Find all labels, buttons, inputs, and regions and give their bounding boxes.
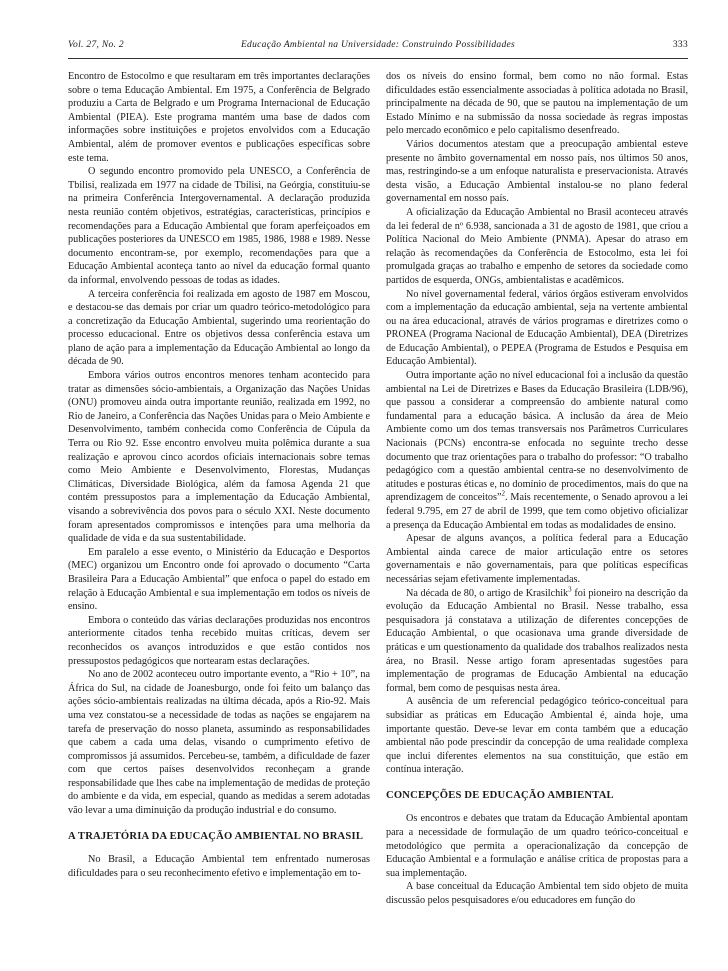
paragraph [386,369,688,532]
left-column [68,70,370,930]
footnote-marker: 2 [501,490,505,499]
running-title: Educação Ambiental na Universidade: Construindo Possibilidades [240,40,516,50]
page-number: 333 [672,40,688,50]
paragraph: Os encontros e debates que tratam da Educação Ambiental apontam para a necessidade de formulação de um quadro teórico-conceitual e metodológico que permita a operacionalização da concepção de Educação Ambiental e a formulação e análise crítica de propostas para a sua implementação. [386,813,688,879]
paragraph-text: Na década de 80, o artigo de Krasilchik [406,587,569,599]
paragraph: No Brasil, a Educação Ambiental tem enfrentado numerosas dificuldades para o seu reconhecimento efetivo e implementação em to- [68,854,370,879]
header-rule [68,58,688,59]
paragraph: O segundo encontro promovido pela UNESCO, a Conferência de Tbilisi, realizada em 1977 na cidade de Tbilisi, na Geórgia, constituiu-se na primeira Conferência Intergovernamental. A declaração produzida nesta reunião contém objetivos, estratégias, características, princípios e recomendações para a Educação Ambiental que foram aperfeiçoados em publicações posteriores da UNESCO em 1985, 1986, 1988 e 1989. Nesse documento encontram-se, por exemplo, recomendações para que a Educação Ambiental aconteça tanto ao nível da educação formal quanto da informal, envolvendo pessoas de todas as idades. [68,166,370,286]
paragraph-text: foi pioneiro na descrição da evolução da Educação Ambiental no Brasil. Nesse trabalho, essa pesquisadora já constatava a utilização de diferentes concepções de Educação Ambiental, o que ocasionava uma grande diversidade de práticas e um questionamento da qualidade dos trabalhos realizados nesta área, no Brasil. Nesse artigo foram apresentadas sugestões para implementação de programas de Educação Ambiental na educação formal, bem como de pesquisas nesta área. [386,587,688,694]
paragraph-text: Outra importante ação no nível educacional foi a inclusão da questão ambiental na Lei de Diretrizes e Bases da Educação Brasileira (LDB/96), que passou a considerar a compreensão do ambiente natural como fundamental para a educação básica. A inclusão da área de Meio Ambiente como um dos temas transversais nos Parâmetros Curriculares Nacionais (PCNs) encontra-se enfocada no seguinte trecho desse documento que traz orientações para o trabalho do professor: “O trabalho pedagógico com a questão ambiental centra-se no desenvolvimento de atitudes e posturas éticas e, no domínio de procedimentos, mais do que na aprendizagem de conceitos” [386,370,688,504]
paragraph: dos os níveis do ensino formal, bem como no não formal. Estas dificuldades estão essencialmente associadas à política adotada no Brasil, principalmente na década de 90, que se pautou na implementação de um Estado Mínimo e na submissão da nossa sociedade às regras impostas pelo mercado econômico e pelo capitalismo desenfreado. [386,71,688,137]
right-column [386,70,688,930]
paragraph: No nível governamental federal, vários órgãos estiveram envolvidos com a implementação da educação ambiental, seja na vertente ambiental ou na área educacional, através de vários programas e diretrizes como o PRONEA (Programa Nacional de Educação Ambiental), DEA (Diretrizes de Educação Ambiental), o PEPEA (Programa de Estudos e Pesquisa em Educação Ambiental). [386,288,688,368]
paragraph: A terceira conferência foi realizada em agosto de 1987 em Moscou, e destacou-se das demais por criar um quadro teórico-metodológico para a concretização da Educação Ambiental, sugerindo uma reorientação do processo educacional. Entre os objetivos dessa conferência estava um plano de ação para a implementação da Educação Ambiental ao longo da década de 90. [68,288,370,368]
paragraph: A ausência de um referencial pedagógico teórico-conceitual para subsidiar as práticas em Educação Ambiental é, ainda hoje, uma importante questão. Deve-se levar em conta também que a educação ambiental não pode prescindir da concepção de uma realidade complexa que inclui diferentes elementos na sua constituição, que estão em contínua interação. [386,696,688,776]
journal-volume: Vol. 27, No. 2 [68,40,124,50]
footnote-marker: 3 [568,585,572,594]
running-header [68,40,688,56]
paragraph: Embora vários outros encontros menores tenham acontecido para tratar as dimensões sócio-ambientais, a Organização das Nações Unidas (ONU) promoveu ainda outra importante reunião, realizada em 1992, no Rio de Janeiro, a Conferência das Nações Unidas para o Meio Ambiente e Desenvolvimento, também conhecida como Conferência de Cúpula da Terra ou Rio 92. Esse encontro envolveu muita polêmica durante a sua realização e aprovou cinco acordos oficiais internacionais sobre temas como Meio Ambiente e Desenvolvimento, Florestas, Mudanças Climáticas, Diversidade Biológica, além da famosa Agenda 21 que contém pressupostos para a implementação da Educação Ambiental, visando a sobrevivência dos povos para o século XXI. Neste documento foram apresentados compromissos e intenções para uma melhoria da qualidade de vida e da sua sustentabilidade. [68,370,370,545]
paragraph: Encontro de Estocolmo e que resultaram em três importantes declarações sobre o tema Educação Ambiental. Em 1975, a Conferência de Belgrado produziu a Carta de Belgrado e um Programa Internacional de Educação Ambiental (PIEA). Este programa mantém uma base de dados com informações sobre instituições e projetos envolvidos com a Educação Ambiental, além de promover eventos e publicações específicas sobre este tema. [68,71,370,164]
paragraph: Vários documentos atestam que a preocupação ambiental esteve presente no âmbito governamental em nosso país, nos últimos 50 anos, mas, restringindo-se a um enfoque naturalista e preservacionista. Através desta visão, a Educação Ambiental instalou-se no plano federal governamental em nosso país. [386,138,688,205]
paragraph: A oficialização da Educação Ambiental no Brasil aconteceu através da lei federal de nº 6.938, sancionada a 31 de agosto de 1981, que criou a Política Nacional do Meio Ambiente (PNMA). Apesar do atraso em relação às recomendações da Conferência de Estocolmo, esta lei foi promulgada graças ao trabalho e empenho de setores da sociedade como partidos de esquerda, ONGs, ambientalistas e acadêmicos. [386,206,688,286]
paragraph: Em paralelo a esse evento, o Ministério da Educação e Desportos (MEC) organizou um Encontro onde foi aprovado o documento “Carta Brasileira Para a Educação Ambiental” que enfoca o papel do estado em relação à Educação Ambiental e sua implementação em todos os níveis de ensino. [68,546,370,613]
paragraph [386,587,688,696]
paragraph-text: . Mais recentemente, o Senado aprovou a lei federal 9.795, em 27 de abril de 1999, que tem como objetivo oficializar a presença da Educação Ambiental em todas as modalidades de ensino. [386,492,688,531]
paragraph: Embora o conteúdo das várias declarações produzidas nos encontros anteriormente citados tenha recebido muitas críticas, devem ser reconhecidos os avanços introduzidos e que estão contidos nos pressupostos pedagógicos que nortearam estas declarações. [68,614,370,667]
section-heading: CONCEPÇÕES DE EDUCAÇÃO AMBIENTAL [386,789,614,801]
paragraph: A base conceitual da Educação Ambiental tem sido objeto de muita discussão pelos pesquisadores e/ou educadores em função do [386,881,688,907]
paragraph: Apesar de alguns avanços, a política federal para a Educação Ambiental ainda carece de maior articulação entre os setores governamentais e não governamentais, para que políticas específicas necessárias sejam efetivamente implementadas. [386,533,688,585]
paragraph: No ano de 2002 aconteceu outro importante evento, a “Rio + 10”, na África do Sul, na cidade de Joanesburgo, onde foi feito um balanço das ações sócio-ambientais realizadas na última década, após a Rio-92. Mais uma vez constatou-se a necessidade de todas as nações se engajarem na tarefa de preservação do nosso planeta, assumindo as responsabilidades que cabem a cada uma delas, visando o cumprimento efetivo de compromissos já assumidos. Percebeu-se, também, a dificuldade de fazer com que certos países desenvolvidos reconheçam a grande responsabilidade que lhes cabe na implementação de medidas de proteção do ambiente e da vida, em especial, quando as medidas a serem adotadas vão levar a uma diminuição da produção industrial e do consumo. [68,669,370,817]
section-heading: A TRAJETÓRIA DA EDUCAÇÃO AMBIENTAL NO BRASIL [68,830,364,842]
